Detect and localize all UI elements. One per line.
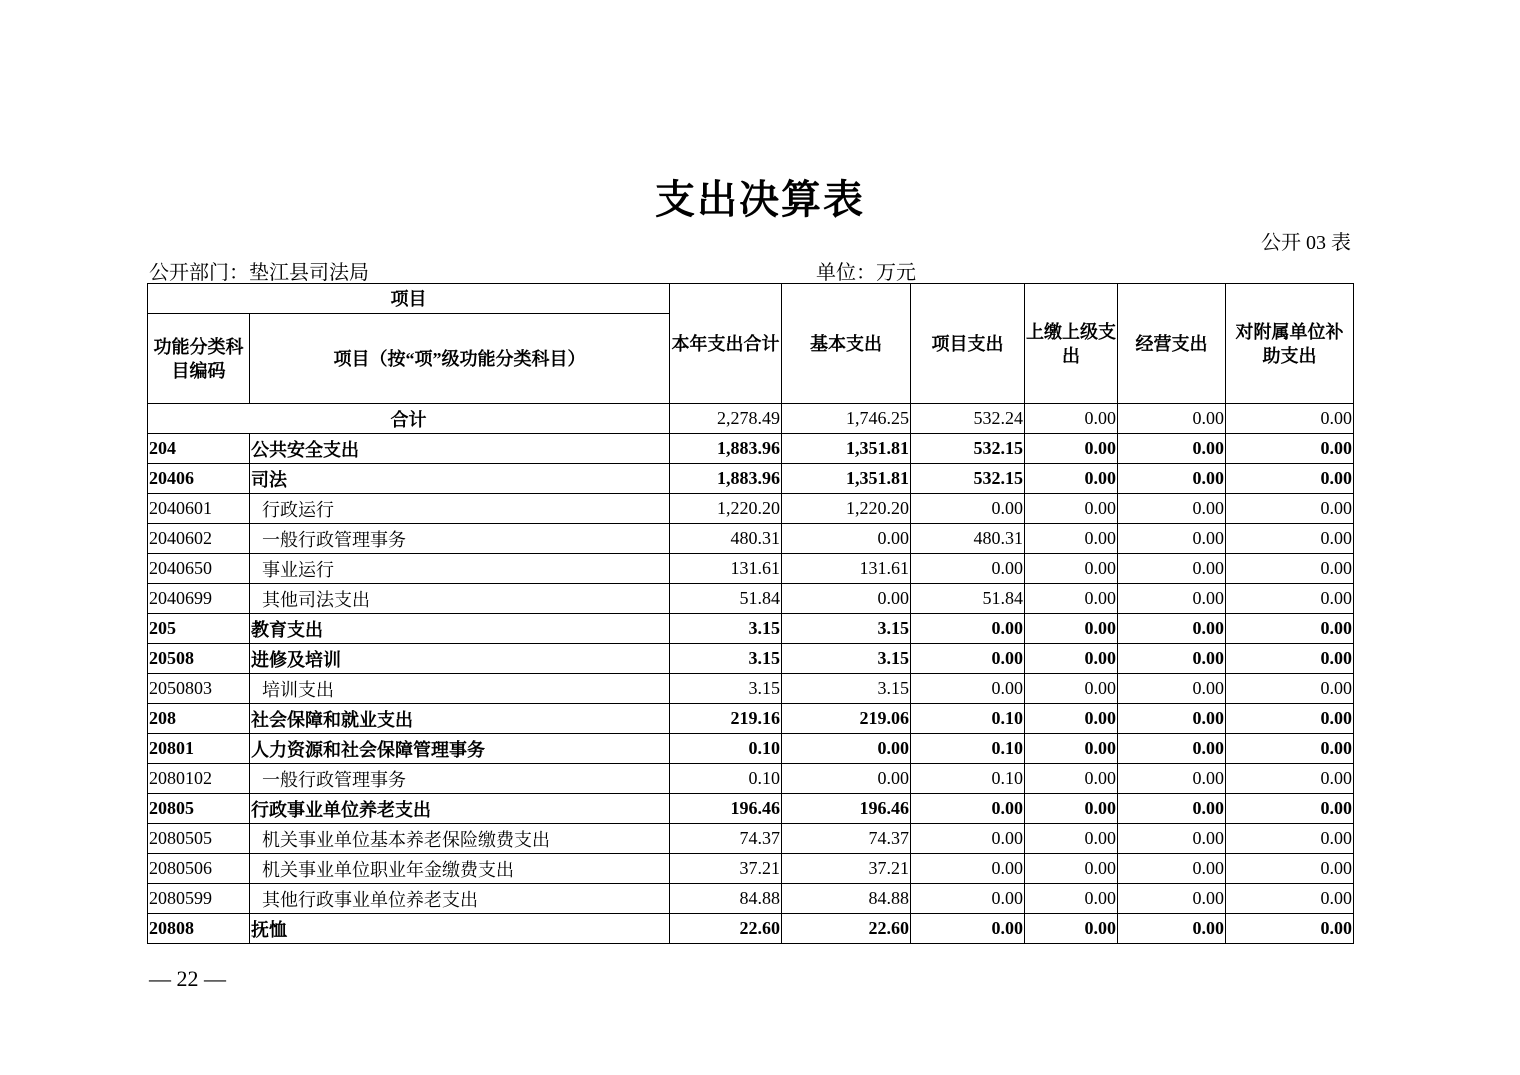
- row-code: 2040699: [148, 584, 250, 614]
- row-value: 0.00: [1226, 464, 1354, 494]
- row-value: 0.00: [1118, 914, 1226, 944]
- table-row: [148, 704, 1354, 734]
- row-value: 0.00: [1226, 764, 1354, 794]
- row-code: 2080505: [148, 824, 250, 854]
- page-title: 支出决算表: [655, 177, 865, 222]
- row-value: 0.00: [1226, 794, 1354, 824]
- row-code: 208: [148, 704, 250, 734]
- row-value: 480.31: [911, 524, 1025, 554]
- row-value: 532.15: [911, 434, 1025, 464]
- row-value: 0.00: [1226, 554, 1354, 584]
- row-value: 131.61: [670, 554, 782, 584]
- row-value: 0.00: [782, 584, 911, 614]
- row-code: 205: [148, 614, 250, 644]
- header-project: 项目支出: [911, 284, 1025, 404]
- row-value: 0.00: [1118, 494, 1226, 524]
- row-value: 0.00: [1226, 734, 1354, 764]
- row-code: 20801: [148, 734, 250, 764]
- row-value: 1,351.81: [782, 434, 911, 464]
- row-value: 1,351.81: [782, 464, 911, 494]
- row-name: 人力资源和社会保障管理事务: [250, 734, 670, 764]
- row-value: 37.21: [670, 854, 782, 884]
- row-value: 3.15: [782, 674, 911, 704]
- row-code: 20406: [148, 464, 250, 494]
- row-value: 0.00: [782, 734, 911, 764]
- total-label: 合计: [148, 404, 670, 434]
- row-value: 0.00: [1025, 434, 1118, 464]
- row-value: 0.00: [911, 884, 1025, 914]
- header-basic: 基本支出: [782, 284, 911, 404]
- row-value: 219.06: [782, 704, 911, 734]
- department-label: 公开部门：垫江县司法局: [149, 262, 369, 284]
- row-value: 0.00: [1025, 914, 1118, 944]
- header-item-group: 项目: [148, 284, 670, 314]
- row-code: 2040602: [148, 524, 250, 554]
- row-value: 3.15: [670, 614, 782, 644]
- row-value: 0.10: [911, 764, 1025, 794]
- row-value: 219.16: [670, 704, 782, 734]
- row-value: 1,220.20: [782, 494, 911, 524]
- row-value: 0.00: [911, 614, 1025, 644]
- header-total: 本年支出合计: [670, 284, 782, 404]
- total-value: 0.00: [1118, 404, 1226, 434]
- total-row: [148, 404, 1354, 434]
- row-value: 3.15: [782, 614, 911, 644]
- row-value: 0.00: [1025, 824, 1118, 854]
- row-value: 0.00: [782, 764, 911, 794]
- row-value: 0.00: [1118, 884, 1226, 914]
- row-value: 0.00: [1025, 554, 1118, 584]
- row-value: 0.00: [911, 674, 1025, 704]
- table-row: [148, 794, 1354, 824]
- row-value: 0.00: [1118, 614, 1226, 644]
- table-row: [148, 884, 1354, 914]
- row-value: 0.00: [1226, 614, 1354, 644]
- row-name: 行政事业单位养老支出: [250, 794, 670, 824]
- row-value: 0.10: [911, 704, 1025, 734]
- row-value: 51.84: [911, 584, 1025, 614]
- row-value: 0.00: [1226, 524, 1354, 554]
- row-value: 0.00: [1226, 434, 1354, 464]
- row-value: 0.00: [1226, 584, 1354, 614]
- row-value: 532.15: [911, 464, 1025, 494]
- row-value: 0.00: [1118, 674, 1226, 704]
- row-value: 0.00: [1226, 644, 1354, 674]
- row-name: 一般行政管理事务: [250, 524, 670, 554]
- row-name: 进修及培训: [250, 644, 670, 674]
- table-row: [148, 554, 1354, 584]
- row-value: 37.21: [782, 854, 911, 884]
- row-name: 其他行政事业单位养老支出: [250, 884, 670, 914]
- row-value: 0.00: [1118, 854, 1226, 884]
- row-value: 3.15: [670, 644, 782, 674]
- row-code: 20508: [148, 644, 250, 674]
- row-name: 其他司法支出: [250, 584, 670, 614]
- row-name: 社会保障和就业支出: [250, 704, 670, 734]
- row-value: 0.00: [1118, 434, 1226, 464]
- row-value: 1,883.96: [670, 464, 782, 494]
- row-value: 0.00: [1118, 824, 1226, 854]
- row-value: 0.10: [670, 764, 782, 794]
- header-business: 经营支出: [1118, 284, 1226, 404]
- row-value: 0.00: [911, 494, 1025, 524]
- row-value: 3.15: [782, 644, 911, 674]
- unit-label: 单位：万元: [816, 262, 916, 284]
- row-value: 0.00: [1118, 524, 1226, 554]
- table-row: [148, 614, 1354, 644]
- total-value: 0.00: [1025, 404, 1118, 434]
- row-value: 0.00: [1226, 884, 1354, 914]
- row-name: 教育支出: [250, 614, 670, 644]
- total-value: 532.24: [911, 404, 1025, 434]
- row-code: 2080506: [148, 854, 250, 884]
- form-number: 公开 03 表: [1261, 232, 1351, 254]
- row-code: 2050803: [148, 674, 250, 704]
- row-name: 机关事业单位基本养老保险缴费支出: [250, 824, 670, 854]
- row-code: 20805: [148, 794, 250, 824]
- page-number: — 22 —: [149, 966, 226, 991]
- row-value: 0.00: [1118, 794, 1226, 824]
- row-name: 培训支出: [250, 674, 670, 704]
- row-value: 1,220.20: [670, 494, 782, 524]
- row-value: 22.60: [782, 914, 911, 944]
- row-value: 0.00: [911, 794, 1025, 824]
- row-value: 0.00: [911, 644, 1025, 674]
- table-row: [148, 464, 1354, 494]
- row-name: 公共安全支出: [250, 434, 670, 464]
- row-value: 0.00: [1025, 644, 1118, 674]
- row-value: 0.00: [1118, 464, 1226, 494]
- row-code: 2040650: [148, 554, 250, 584]
- table-row: [148, 764, 1354, 794]
- row-value: 51.84: [670, 584, 782, 614]
- row-value: 0.00: [911, 554, 1025, 584]
- row-code: 204: [148, 434, 250, 464]
- row-value: 0.00: [1025, 794, 1118, 824]
- row-value: 0.00: [1226, 824, 1354, 854]
- row-value: 0.10: [911, 734, 1025, 764]
- row-value: 0.00: [911, 914, 1025, 944]
- row-code: 20808: [148, 914, 250, 944]
- row-value: 0.00: [1025, 704, 1118, 734]
- header-name: 项目（按“项”级功能分类科目）: [250, 314, 670, 404]
- row-value: 196.46: [670, 794, 782, 824]
- row-value: 0.00: [1025, 854, 1118, 884]
- row-value: 0.00: [782, 524, 911, 554]
- table-row: [148, 854, 1354, 884]
- row-name: 司法: [250, 464, 670, 494]
- row-value: 84.88: [782, 884, 911, 914]
- row-name: 行政运行: [250, 494, 670, 524]
- row-code: 2040601: [148, 494, 250, 524]
- table-row: [148, 524, 1354, 554]
- total-value: 1,746.25: [782, 404, 911, 434]
- row-value: 0.00: [1226, 854, 1354, 884]
- row-value: 0.00: [1025, 674, 1118, 704]
- row-value: 0.00: [1025, 614, 1118, 644]
- row-value: 1,883.96: [670, 434, 782, 464]
- table-row: [148, 494, 1354, 524]
- table-row: [148, 434, 1354, 464]
- row-name: 抚恤: [250, 914, 670, 944]
- row-value: 0.00: [1118, 704, 1226, 734]
- row-value: 0.00: [1118, 644, 1226, 674]
- row-value: 0.00: [1118, 554, 1226, 584]
- expenditure-table: [147, 283, 1354, 944]
- header-upper: 上缴上级支出: [1025, 284, 1118, 404]
- table-row: [148, 914, 1354, 944]
- row-value: 0.00: [1025, 734, 1118, 764]
- row-value: 0.00: [1025, 764, 1118, 794]
- row-value: 0.00: [1118, 764, 1226, 794]
- row-value: 74.37: [670, 824, 782, 854]
- row-value: 3.15: [670, 674, 782, 704]
- row-value: 74.37: [782, 824, 911, 854]
- row-value: 0.00: [1226, 704, 1354, 734]
- row-value: 0.00: [911, 854, 1025, 884]
- row-value: 0.00: [1025, 494, 1118, 524]
- row-value: 0.00: [1025, 884, 1118, 914]
- row-value: 131.61: [782, 554, 911, 584]
- row-value: 0.00: [911, 824, 1025, 854]
- row-name: 事业运行: [250, 554, 670, 584]
- table-row: [148, 824, 1354, 854]
- total-value: 0.00: [1226, 404, 1354, 434]
- row-value: 0.00: [1025, 524, 1118, 554]
- row-value: 84.88: [670, 884, 782, 914]
- row-value: 0.00: [1025, 584, 1118, 614]
- row-value: 0.00: [1118, 734, 1226, 764]
- header-code: 功能分类科目编码: [148, 314, 250, 404]
- table-row: [148, 734, 1354, 764]
- row-value: 22.60: [670, 914, 782, 944]
- header-subsidy: 对附属单位补助支出: [1226, 284, 1354, 404]
- row-value: 0.00: [1226, 914, 1354, 944]
- table-row: [148, 584, 1354, 614]
- row-name: 机关事业单位职业年金缴费支出: [250, 854, 670, 884]
- row-value: 0.00: [1118, 584, 1226, 614]
- row-value: 0.00: [1226, 674, 1354, 704]
- row-value: 0.00: [1025, 464, 1118, 494]
- row-code: 2080599: [148, 884, 250, 914]
- row-value: 0.00: [1226, 494, 1354, 524]
- table-row: [148, 674, 1354, 704]
- row-name: 一般行政管理事务: [250, 764, 670, 794]
- table-row: [148, 644, 1354, 674]
- row-code: 2080102: [148, 764, 250, 794]
- row-value: 196.46: [782, 794, 911, 824]
- total-value: 2,278.49: [670, 404, 782, 434]
- row-value: 0.10: [670, 734, 782, 764]
- row-value: 480.31: [670, 524, 782, 554]
